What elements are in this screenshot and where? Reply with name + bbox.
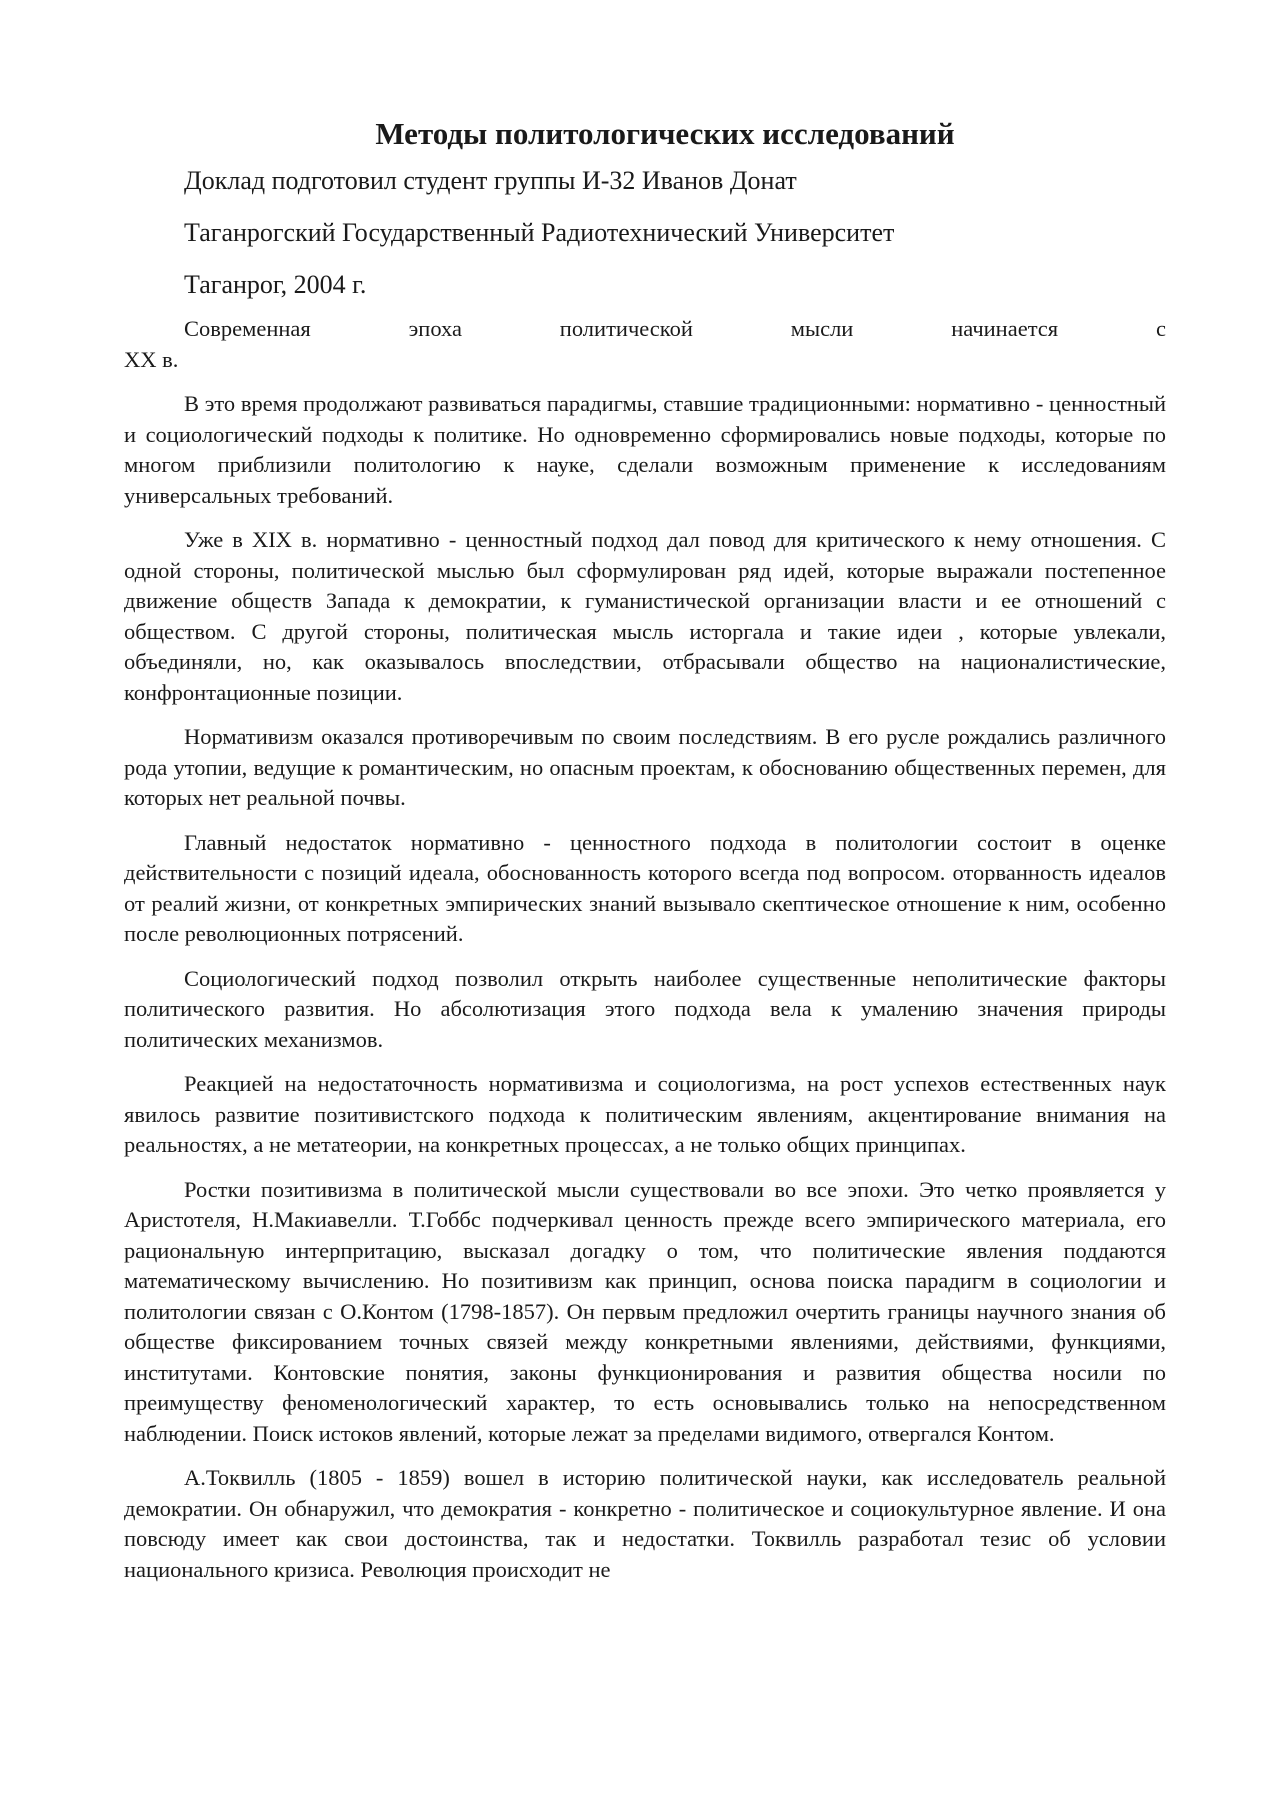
paragraph: Нормативизм оказался противоречивым по своим последствиям. В его русле рождались различного рода утопии, ведущие к романтическим, но опасным проектам, к обоснованию общественных перемен, для которых нет реальной почвы. [124,724,1166,810]
paragraph: Ростки позитивизма в политической мысли существовали во все эпохи. Это четко проявляется у Аристотеля, Н.Макиавелли. Т.Гоббс подчеркивал ценность прежде всего эмпирического материала, его рациональную интерпритацию, высказал догадку о том, что политические явления поддаются математическому вычислению. Но позитивизм как принцип, основа поиска парадигм в социологии и политологии связан с О.Контом (1798-1857). Он первым предложил очертить границы научного знания об обществе фиксированием точных связей между конкретными явлениями, действиями, функциями, институтами. Контовские понятия, законы функционирования и развития общества носили по преимуществу феноменологический характер, то есть основывались только на непосредственном наблюдении. Поиск истоков явлений, которые лежат за пределами видимого, отвергался Контом. [124,1176,1166,1446]
document-page [124,112,1166,1599]
paragraph: Социологический подход позволил открыть наиболее существенные неполитические факторы политического развития. Но абсолютизация этого подхода вела к умалению значения природы политических механизмов. [124,965,1166,1052]
document-title: Методы политологических исследований [375,116,955,151]
paragraph: Главный недостаток нормативно - ценностного подхода в политологии состоит в оценке действительности с позиций идеала, обоснованность которого всегда под вопросом. оторванность идеалов от реалий жизни, от конкретных эмпирических знаний вызывало скептическое отношение к ним, особенно после революционных потрясений. [124,829,1166,946]
paragraph-intro-tail: XX в. [124,346,179,372]
paragraph-intro: Современная эпоха политической мысли начинается с [184,316,1166,341]
place-year-line: Таганрог, 2004 г. [184,270,367,299]
paragraph: А.Токвилль (1805 - 1859) вошел в историю политической науки, как исследователь реальной демократии. Он обнаружил, что демократия - конкретно - политическое и социокультурное явление. И она повсюду имеет как свои достоинства, так и недостатки. Токвилль разработал тезис об условии национального кризиса. Революция происходит не [124,1465,1166,1582]
paragraph: Реакцией на недостаточность нормативизма и социологизма, на рост успехов естественных наук явилось развитие позитивистского подхода к политическим явлениям, акцентирование внимания на реальностях, а не метатеории, на конкретных процессах, а не только общих принципах. [124,1071,1166,1157]
paragraph: В это время продолжают развиваться парадигмы, ставшие традиционными: нормативно - ценностный и социологический подходы к политике. Но одновременно сформировались новые подходы, которые по многом приблизили политологию к науке, сделали возможным применение к исследованиям универсальных требований. [124,391,1166,508]
paragraph: Уже в XIX в. нормативно - ценностный подход дал повод для критического к нему отношения. С одной стороны, политической мыслью был сформулирован ряд идей, которые выражали постепенное движение обществ Запада к демократии, к гуманистической организации власти и ее отношений с обществом. С другой стороны, политическая мысль исторгала и такие идеи , которые увлекали, объединяли, но, как оказывалось впоследствии, отбрасывали общество на националистические, конфронтационные позиции. [124,527,1166,705]
university-line: Таганрогский Государственный Радиотехнический Университет [184,218,895,247]
author-line: Доклад подготовил студент группы И-32 Иванов Донат [184,166,797,195]
